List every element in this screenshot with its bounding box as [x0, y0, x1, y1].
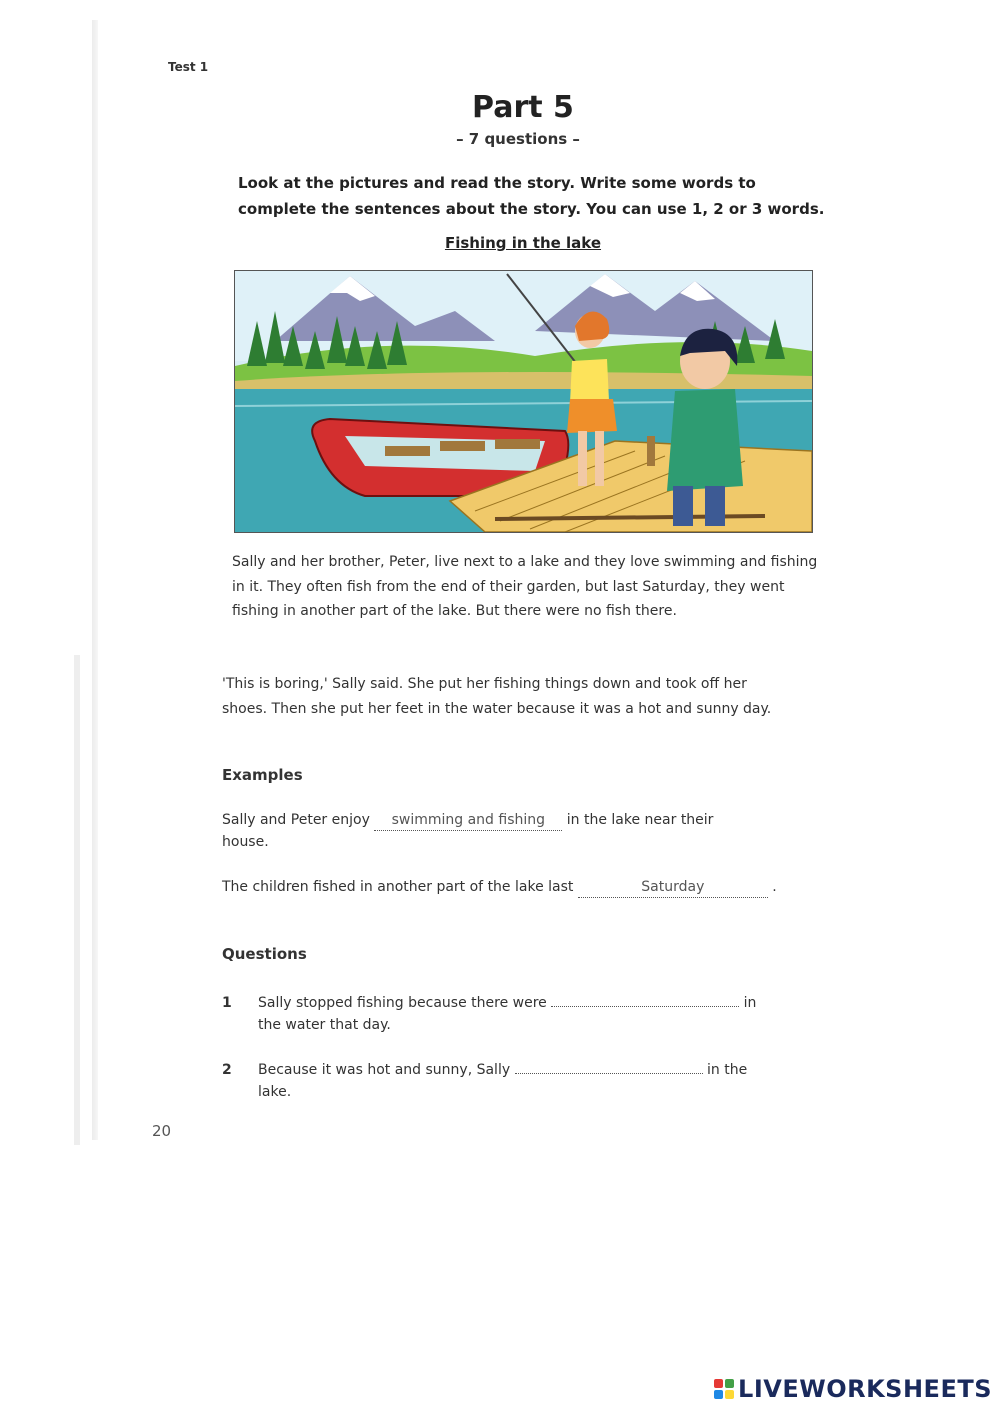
story-paragraph: 'This is boring,' Sally said. She put her fishing things down and took off her shoes. Then she put her feet in the water because it was a hot and sunny day.	[222, 676, 772, 717]
brand-square	[725, 1379, 734, 1388]
example-text-before: Sally and Peter enjoy	[222, 812, 375, 828]
example-answer: Saturday	[578, 877, 768, 898]
page-number: 20	[152, 1122, 172, 1140]
question-item	[222, 1059, 782, 1103]
example-text-before: The children fished in another part of the lake last	[222, 879, 578, 895]
page-edge-shadow	[92, 20, 98, 1140]
example-sentence	[222, 809, 762, 853]
question-text-after: in the lake.	[258, 1062, 748, 1100]
example-text-after: in the lake near their house.	[222, 812, 714, 850]
part-title: Part 5	[472, 90, 574, 125]
question-text-before: Sally stopped fishing because there were	[258, 995, 552, 1011]
example-sentence	[222, 876, 782, 898]
brand-name: LIVEWORKSHEETS	[738, 1375, 992, 1403]
question-text-before: Because it was hot and sunny, Sally	[258, 1062, 515, 1078]
questions-heading: Questions	[222, 945, 307, 963]
story-paragraph: Sally and her brother, Peter, live next to a lake and they love swimming and fishing in it. They often fish from the end of their garden, but last Saturday, they went fishing in another part of the lake. But there were no fish there.	[232, 554, 818, 619]
liveworksheets-logo[interactable]	[714, 1375, 992, 1403]
instructions: Look at the pictures and read the story. Write some words to complete the sentences about the story. You can use 1, 2 or 3 words.	[238, 174, 825, 218]
brand-grid-icon	[714, 1379, 734, 1399]
examples-heading: Examples	[222, 766, 303, 784]
story-illustration	[234, 270, 813, 533]
story-title: Fishing in the lake	[444, 234, 602, 252]
answer-blank-1[interactable]	[551, 992, 739, 1007]
question-text-after: in the water that day.	[258, 995, 757, 1033]
brand-square	[714, 1379, 723, 1388]
brand-square	[725, 1390, 734, 1399]
page-edge-shadow	[74, 655, 80, 1145]
brand-square	[714, 1390, 723, 1399]
lake-scene-picture	[235, 271, 812, 532]
test-label: Test 1	[168, 60, 209, 74]
question-number: 2	[222, 1062, 232, 1078]
question-item	[222, 992, 782, 1036]
part-subtitle: – 7 questions –	[456, 130, 580, 148]
answer-blank-2[interactable]	[515, 1059, 703, 1074]
example-text-after: .	[767, 879, 777, 895]
question-number: 1	[222, 995, 232, 1011]
example-answer: swimming and fishing	[374, 810, 562, 831]
